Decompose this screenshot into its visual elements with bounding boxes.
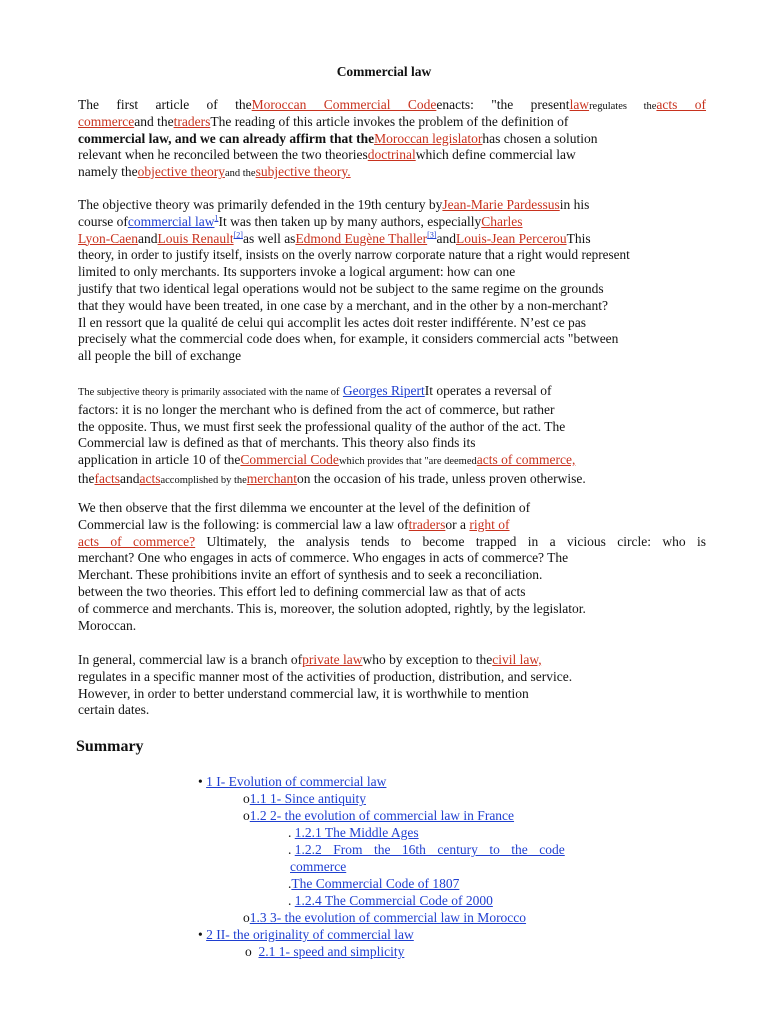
toc-link[interactable]: 1.2.4 The Commercial Code of 2000 xyxy=(294,893,493,908)
toc-item[interactable] xyxy=(288,875,459,892)
line: We then observe that the first dilemma we encounter at the level of the definition of xyxy=(78,500,531,515)
line xyxy=(78,231,706,248)
toc-item[interactable] xyxy=(290,858,346,875)
text: regulates the xyxy=(589,101,657,112)
text: in his xyxy=(559,197,590,212)
toc-link[interactable]: commerce xyxy=(290,859,347,874)
bold-text: commercial law, and we can already affirm that the xyxy=(78,130,375,146)
text: course of xyxy=(78,213,128,229)
link-charles-lyon-caen[interactable]: Charles xyxy=(481,213,523,229)
line: Merchant. These prohibitions invite an effort of synthesis and to seek a reconciliation. xyxy=(78,567,543,583)
text: enacts: "the present xyxy=(436,97,570,112)
text: Commercial law is the following: is commercial law a law of xyxy=(78,516,409,532)
text: The first article of the xyxy=(78,97,252,112)
toc-item[interactable] xyxy=(288,841,572,858)
line: theory, in order to justify itself, insists on the overly narrow corporate nature that a right would represent xyxy=(78,247,630,263)
line xyxy=(78,383,706,402)
line: Moroccan. xyxy=(78,617,137,633)
toc-link[interactable]: 1.3 3- the evolution of commercial law in Morocco xyxy=(249,910,527,925)
link-traders[interactable]: traders xyxy=(408,516,446,532)
text: In general, commercial law is a branch of xyxy=(78,652,303,667)
link-jean-marie-pardessus[interactable]: Jean-Marie Pardessus xyxy=(442,197,560,212)
link-acts[interactable]: acts xyxy=(139,470,161,486)
circle-bullet-icon: o xyxy=(243,791,250,806)
link-moroccan-commercial-code[interactable]: Moroccan Commercial Code xyxy=(251,97,437,112)
link-doctrinal[interactable]: doctrinal xyxy=(367,147,416,163)
text: The reading of this article invokes the problem of the definition of xyxy=(210,113,569,129)
text: The subjective theory is primarily associated with the name of xyxy=(78,387,340,398)
line: limited to only merchants. Its supporters invoke a logical argument: how can one xyxy=(78,264,516,280)
line: of commerce and merchants. This is, moreover, the solution adopted, rightly, by the legislator. xyxy=(78,600,586,616)
toc-item[interactable] xyxy=(288,892,493,909)
text: on the occasion of his trade, unless proven otherwise. xyxy=(297,470,586,486)
line xyxy=(78,147,706,164)
line: certain dates. xyxy=(78,702,150,718)
toc-link[interactable]: 2.1 1- speed and simplicity xyxy=(258,944,405,959)
link-commercial-code[interactable]: Commercial Code xyxy=(240,452,339,468)
text: namely the xyxy=(78,164,138,180)
text: the xyxy=(78,470,95,486)
document-title: Commercial law xyxy=(336,64,432,79)
toc-item[interactable] xyxy=(243,807,514,824)
link-private-law[interactable]: private law xyxy=(302,652,363,667)
toc-link[interactable]: 1.1 1- Since antiquity xyxy=(249,791,366,806)
link-commerce[interactable]: commerce xyxy=(78,113,135,129)
line xyxy=(78,114,706,131)
link-edmond-thaller[interactable]: Edmond Eugène Thaller xyxy=(295,230,428,246)
line: merchant? One who engages in acts of commerce. Who engages in acts of commerce? The xyxy=(78,550,569,566)
link-objective-theory[interactable]: objective theory xyxy=(137,164,225,180)
circle-bullet-icon: o xyxy=(243,808,250,823)
toc-link[interactable]: 1.2.2 From the 16th century to the code xyxy=(294,842,565,857)
line xyxy=(78,197,706,214)
text: It operates a reversal of xyxy=(424,383,552,398)
link-acts-of-commerce[interactable]: acts of xyxy=(656,97,707,112)
circle-bullet-icon: o xyxy=(243,910,250,925)
toc-item[interactable] xyxy=(198,926,414,943)
toc-item[interactable] xyxy=(198,773,386,790)
dot-bullet-icon: . xyxy=(288,893,292,908)
paragraph-intro xyxy=(78,97,706,183)
text: accomplished by the xyxy=(160,474,247,486)
line xyxy=(78,534,706,551)
text: and the xyxy=(134,113,174,129)
line: Il en ressort que la qualité de celui qui accomplit les actes doit rester indifférente. N’est ce pas xyxy=(78,314,587,330)
text: and the xyxy=(224,168,256,180)
link-lyon-caen[interactable]: Lyon-Caen xyxy=(78,230,138,246)
line: precisely what the commercial code does when, for example, it considers commercial acts "between xyxy=(78,331,619,347)
toc-link[interactable]: 1 I- Evolution of commercial law xyxy=(206,774,387,789)
toc-item[interactable] xyxy=(243,790,366,807)
text: as well as xyxy=(242,230,296,246)
line xyxy=(78,452,706,471)
text: Ultimately, the analysis tends to become trapped in a vicious circle: who is xyxy=(206,533,706,549)
link-commercial-law[interactable]: commercial law xyxy=(127,213,215,229)
footnote-ref[interactable]: [2] xyxy=(233,230,243,240)
link-facts[interactable]: facts xyxy=(94,470,120,486)
text: and xyxy=(138,230,158,246)
line xyxy=(78,471,706,490)
toc-link[interactable]: 1.2 2- the evolution of commercial law in France xyxy=(249,808,515,823)
line xyxy=(78,652,706,669)
text: and xyxy=(436,230,456,246)
paragraph-subjective-theory xyxy=(78,383,706,490)
link-merchant[interactable]: merchant xyxy=(246,470,298,486)
text: relevant when he reconciled between the two theories xyxy=(78,147,368,163)
line: regulates in a specific manner most of the activities of production, distribution, and service. xyxy=(78,668,573,684)
text: or a xyxy=(445,516,467,532)
link-subjective-theory[interactable]: subjective theory. xyxy=(255,164,351,180)
link-louis-renault[interactable]: Louis Renault xyxy=(157,230,234,246)
link-right-of-acts[interactable]: right of xyxy=(469,516,510,532)
line: that they would have been treated, in one case by a merchant, and in the other by a non-merchant? xyxy=(78,297,609,313)
text: has chosen a solution xyxy=(482,130,598,146)
link-civil-law[interactable]: civil law, xyxy=(492,652,542,667)
toc-link[interactable]: The Commercial Code of 1807 xyxy=(291,876,460,891)
link-acts-of-commerce[interactable]: acts of commerce, xyxy=(476,452,576,468)
toc-item[interactable] xyxy=(245,943,404,960)
link-moroccan-legislator[interactable]: Moroccan legislator xyxy=(374,130,483,146)
dot-bullet-icon: . xyxy=(288,876,292,891)
text: who by exception to the xyxy=(362,652,493,667)
line: factors: it is no longer the merchant who is defined from the act of commerce, but rather xyxy=(78,401,555,417)
dot-bullet-icon: . xyxy=(288,825,292,840)
paragraph-dilemma xyxy=(78,500,706,634)
line xyxy=(78,517,706,534)
paragraph-objective-theory xyxy=(78,197,706,365)
line xyxy=(78,214,706,231)
footnote-ref[interactable]: 1 xyxy=(214,213,219,223)
line xyxy=(78,97,706,114)
link-law[interactable]: law xyxy=(569,97,590,112)
link-traders[interactable]: traders xyxy=(173,113,211,129)
footnote-ref[interactable]: [3] xyxy=(427,230,437,240)
line: between the two theories. This effort led to defining commercial law as that of acts xyxy=(78,583,526,599)
link-louis-jean-percerou[interactable]: Louis-Jean Percerou xyxy=(455,230,567,246)
text: application in article 10 of the xyxy=(78,452,241,468)
toc-link[interactable]: 1.2.1 The Middle Ages xyxy=(294,825,419,840)
paragraph-general xyxy=(78,652,706,719)
text: The objective theory was primarily defended in the 19th century by xyxy=(78,197,443,212)
circle-bullet-icon: o xyxy=(245,944,252,959)
text: which provides that "are deemed xyxy=(338,456,477,468)
toc-item[interactable] xyxy=(243,909,526,926)
line: Commercial law is defined as that of merchants. This theory also finds its xyxy=(78,435,476,451)
line: However, in order to better understand commercial law, it is worthwhile to mention xyxy=(78,685,529,701)
text: This xyxy=(566,230,591,246)
toc-item[interactable] xyxy=(288,824,419,841)
bullet-icon: • xyxy=(198,927,203,942)
line xyxy=(78,164,706,183)
line: the opposite. Thus, we must first seek the professional quality of the author of the act. The xyxy=(78,418,566,434)
text: which define commercial law xyxy=(415,147,576,163)
line: all people the bill of exchange xyxy=(78,348,242,364)
text: and xyxy=(119,470,140,486)
dot-bullet-icon: . xyxy=(288,842,292,857)
line xyxy=(78,131,706,148)
summary-heading: Summary xyxy=(76,738,144,755)
link-georges-ripert[interactable]: Georges Ripert xyxy=(342,383,425,398)
toc-link[interactable]: 2 II- the originality of commercial law xyxy=(206,927,414,942)
link-acts-of-commerce[interactable]: acts of commerce? xyxy=(78,533,196,549)
bullet-icon: • xyxy=(198,774,203,789)
text: It was then taken up by many authors, especially xyxy=(218,213,482,229)
line: justify that two identical legal operations would not be subject to the same regime on the grounds xyxy=(78,280,604,296)
